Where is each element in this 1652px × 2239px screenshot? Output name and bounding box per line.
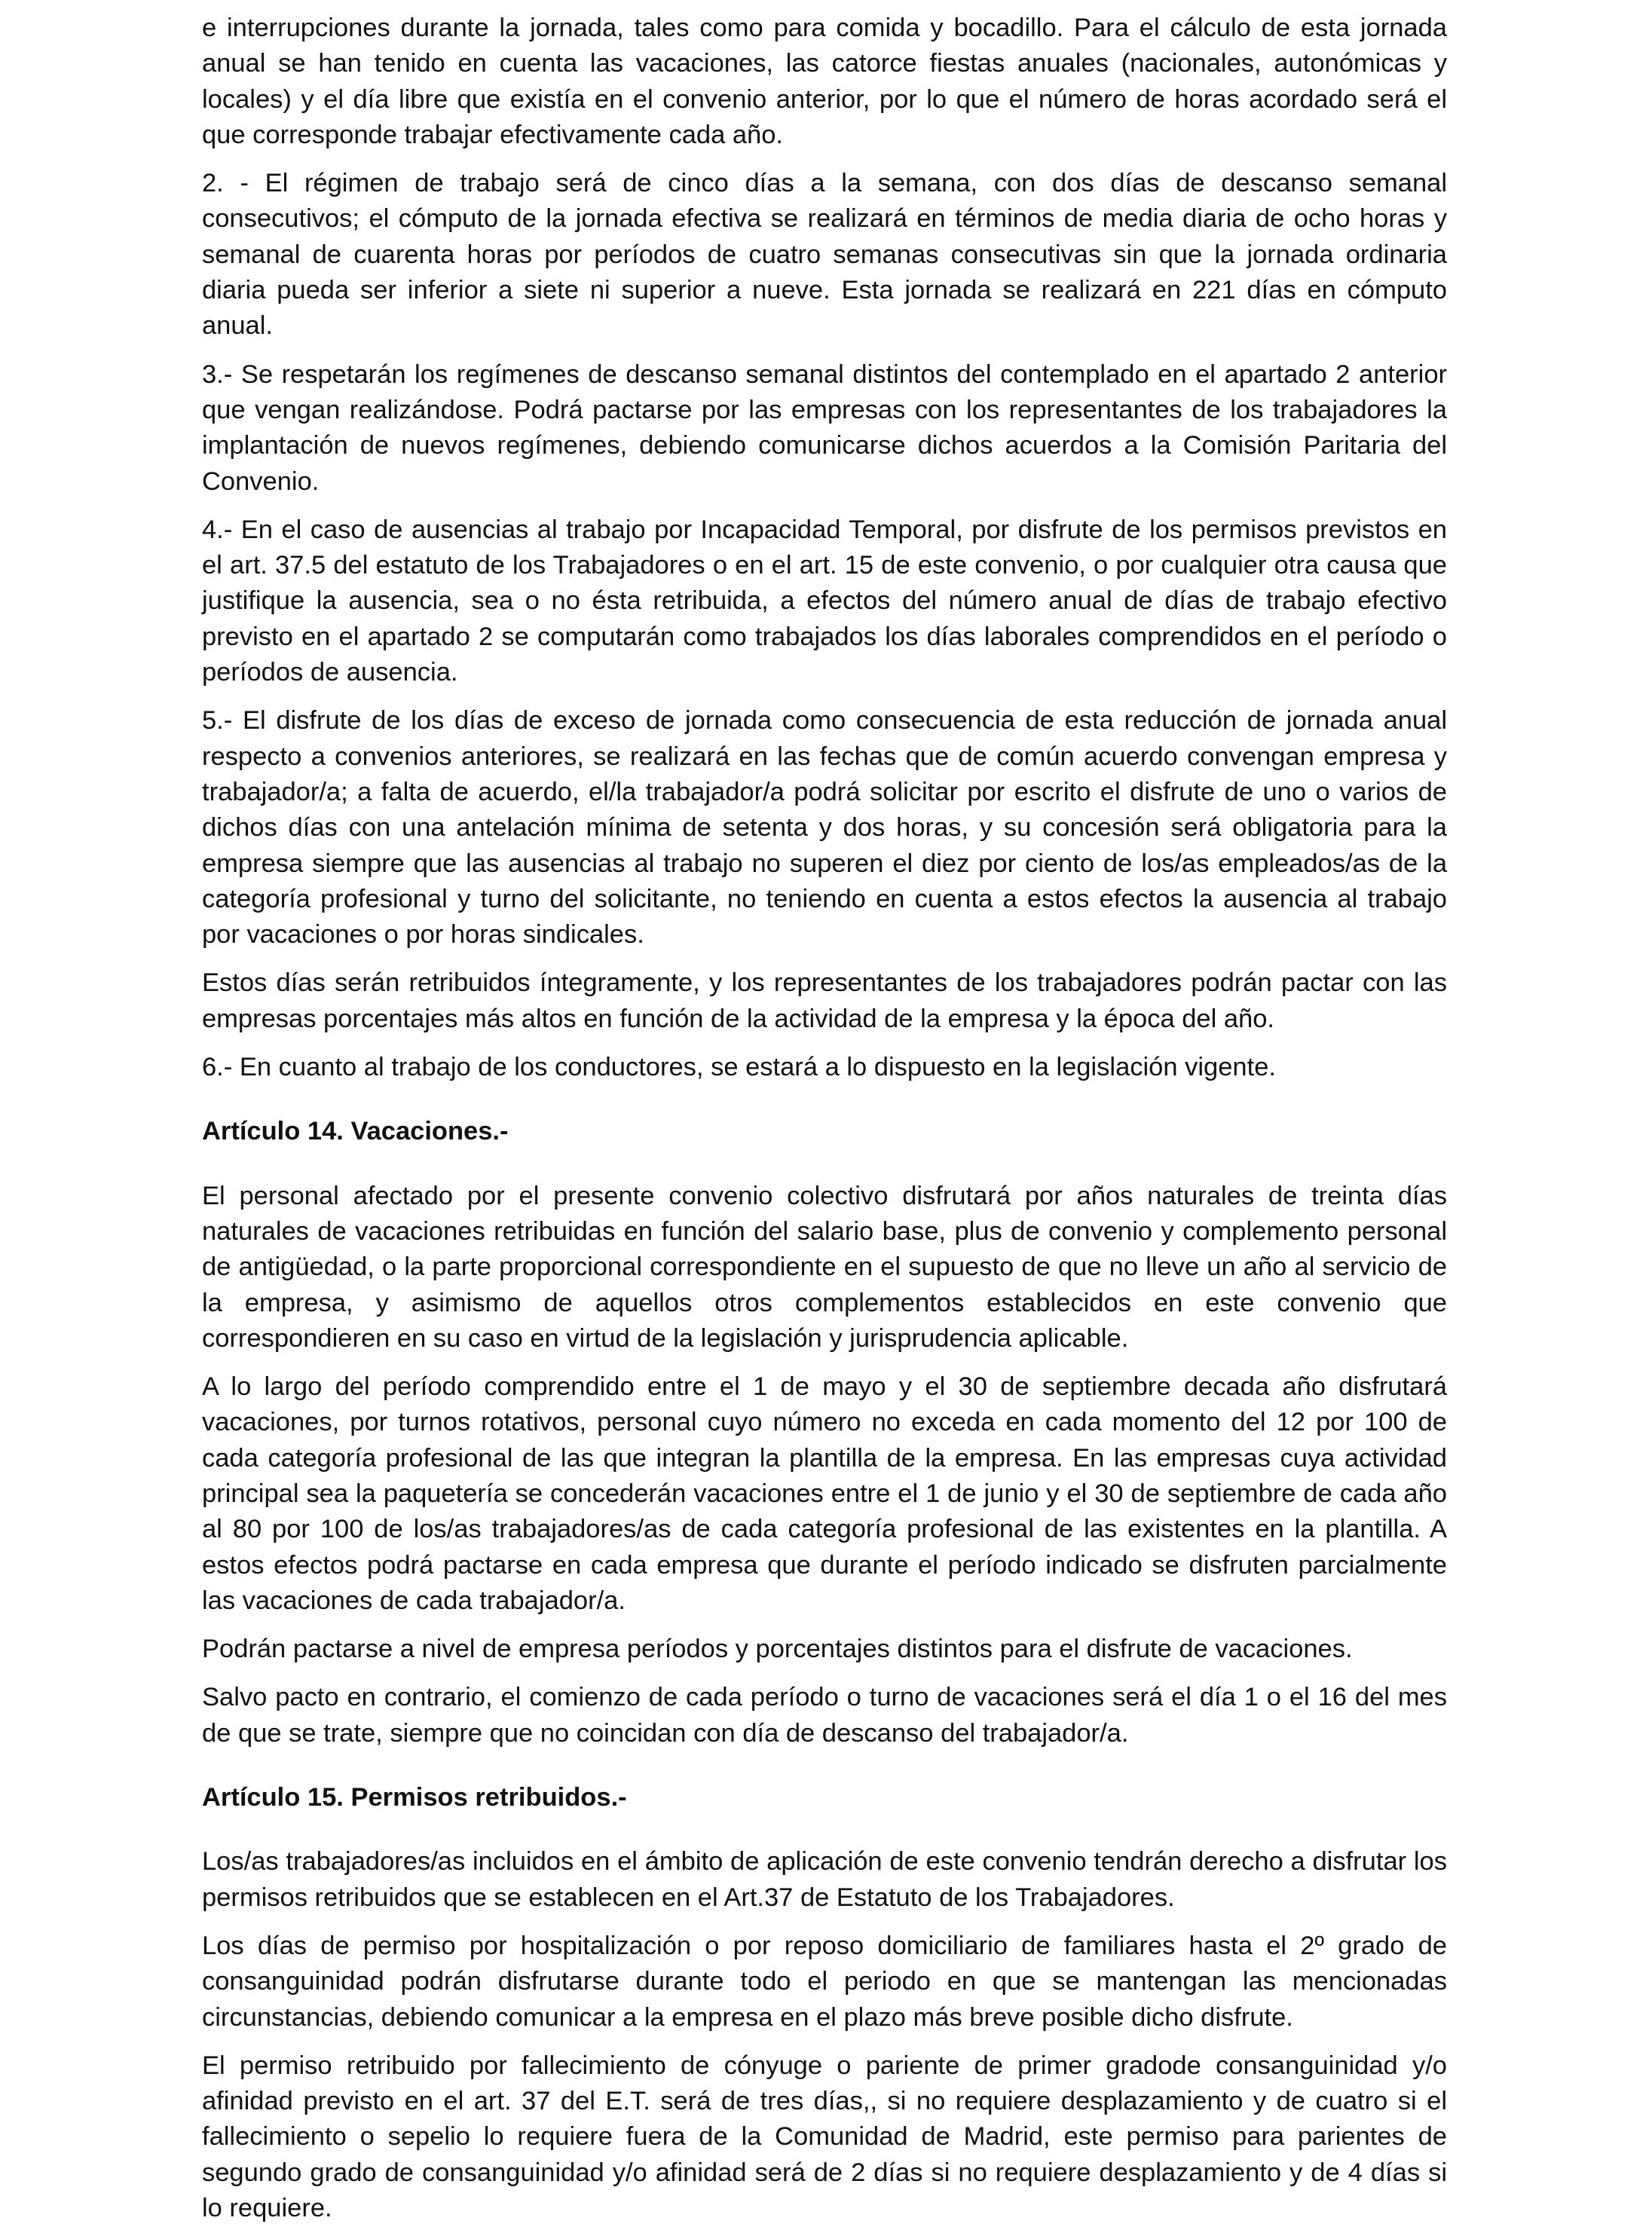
article-15-paragraph: El permiso retribuido por fallecimiento de cónyuge o pariente de primer gradode consanguinidad y/o afinidad previsto en el art. 37 del E.T. será de tres días,, si no requiere desplazamiento y de cuatro si el fallecimiento o sepelio lo requiere fuera de la Comunidad de Madrid, este permiso para parientes de segundo grado de consanguinidad y/o afinidad será de 2 días si no requiere desplazamiento y de 4 días si lo requiere. <box>202 2051 1447 2223</box>
paragraph-clause-2: 2. - El régimen de trabajo será de cinco días a la semana, con dos días de descanso semanal consecutivos; el cómputo de la jornada efectiva se realizará en términos de media diaria de ocho horas y semanal de cuarenta horas por períodos de cuatro semanas consecutivas sin que la jornada ordinaria diaria pueda ser inferior a siete ni superior a nueve. Esta jornada se realizará en 221 días en cómputo anual. <box>202 169 1447 341</box>
document-page <box>202 11 1447 2239</box>
paragraph-clause-5-remuneration: Estos días serán retribuidos íntegramente, y los representantes de los trabajadores podrán pactar con las empresas porcentajes más altos en función de la actividad de la empresa y la época del año. <box>202 968 1447 1033</box>
article-15-heading: Artículo 15. Permisos retribuidos.- <box>202 1783 627 1812</box>
article-15-paragraph: Los/as trabajadores/as incluidos en el ámbito de aplicación de este convenio tendrán derecho a disfrutar los permisos retribuidos que se establecen en el Art.37 de Estatuto de los Trabajadores. <box>202 1847 1447 1912</box>
paragraph-clause-4: 4.- En el caso de ausencias al trabajo por Incapacidad Temporal, por disfrute de los permisos previstos en el art. 37.5 del estatuto de los Trabajadores o en el art. 15 de este convenio, o por cualquier otra causa que justifique la ausencia, sea o no ésta retribuida, a efectos del número anual de días de trabajo efectivo previsto en el apartado 2 se computarán como trabajados los días laborales comprendidos en el período o períodos de ausencia. <box>202 515 1447 687</box>
article-14-paragraph: El personal afectado por el presente convenio colectivo disfrutará por años naturales de treinta días naturales de vacaciones retribuidas en función del salario base, plus de convenio y complemento personal de antigüedad, o la parte proporcional correspondiente en el supuesto de que no lleve un año al servicio de la empresa, y asimismo de aquellos otros complementos establecidos en este convenio que correspondieren en su caso en virtud de la legislación y jurisprudencia aplicable. <box>202 1181 1447 1353</box>
paragraph-clause-5: 5.- El disfrute de los días de exceso de jornada como consecuencia de esta reducción de jornada anual respecto a convenios anteriores, se realizará en las fechas que de común acuerdo convengan empresa y trabajador/a; a falta de acuerdo, el/la trabajador/a podrá solicitar por escrito el disfrute de uno o varios de dichos días con una antelación mínima de setenta y dos horas, y su concesión será obligatoria para la empresa siempre que las ausencias al trabajo no superen el diez por ciento de los/as empleados/as de la categoría profesional y turno del solicitante, no teniendo en cuenta a estos efectos la ausencia al trabajo por vacaciones o por horas sindicales. <box>202 706 1447 950</box>
paragraph-intro-continuation: e interrupciones durante la jornada, tales como para comida y bocadillo. Para el cálculo de esta jornada anual se han tenido en cuenta las vacaciones, las catorce fiestas anuales (nacionales, autonómicas y locales) y el día libre que existía en el convenio anterior, por lo que el número de horas acordado será el que corresponde trabajar efectivamente cada año. <box>202 14 1447 149</box>
article-14-heading: Artículo 14. Vacaciones.- <box>202 1117 509 1146</box>
article-14-paragraph: A lo largo del período comprendido entre el 1 de mayo y el 30 de septiembre decada año disfrutará vacaciones, por turnos rotativos, personal cuyo número no exceda en cada momento del 12 por 100 de cada categoría profesional de las que integran la plantilla de la empresa. En las empresas cuya actividad principal sea la paquetería se concederán vacaciones entre el 1 de junio y el 30 de septiembre de cada año al 80 por 100 de los/as trabajadores/as de cada categoría profesional de las existentes en la plantilla. A estos efectos podrá pactarse en cada empresa que durante el período indicado se disfruten parcialmente las vacaciones de cada trabajador/a. <box>202 1372 1447 1615</box>
paragraph-clause-3: 3.- Se respetarán los regímenes de descanso semanal distintos del contemplado en el apartado 2 anterior que vengan realizándose. Podrá pactarse por las empresas con los representantes de los trabajadores la implantación de nuevos regímenes, debiendo comunicarse dichos acuerdos a la Comisión Paritaria del Convenio. <box>202 359 1447 496</box>
article-14-paragraph: Salvo pacto en contrario, el comienzo de cada período o turno de vacaciones será el día 1 o el 16 del mes de que se trate, siempre que no coincidan con día de descanso del trabajador/a. <box>202 1683 1447 1748</box>
article-15-paragraph: Los días de permiso por hospitalización o por reposo domiciliario de familiares hasta el 2º grado de consanguinidad podrán disfrutarse durante todo el periodo en que se mantengan las mencionadas circunstancias, debiendo comunicar a la empresa en el plazo más breve posible dicho disfrute. <box>202 1931 1447 2032</box>
article-14-paragraph: Podrán pactarse a nivel de empresa períodos y porcentajes distintos para el disfrute de vacaciones. <box>202 1635 1353 1664</box>
paragraph-clause-6: 6.- En cuanto al trabajo de los conductores, se estará a lo dispuesto en la legislación vigente. <box>202 1053 1276 1082</box>
